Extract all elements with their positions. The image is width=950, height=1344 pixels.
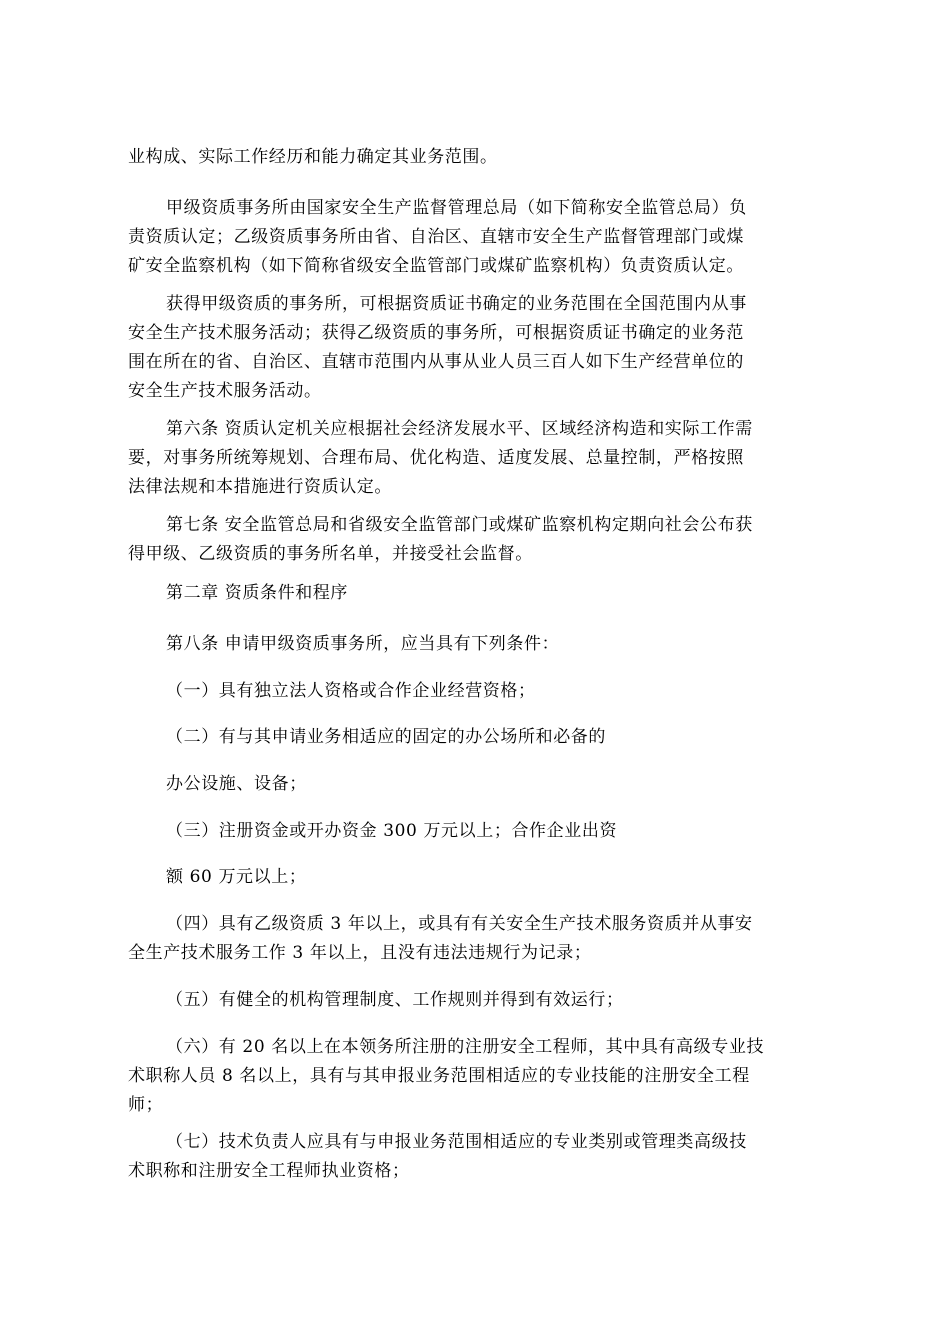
chapter-heading	[128, 579, 818, 608]
text-line: 围在所在的省、自治区、直辖市范围内从事从业人员三百人如下生产经营单位的	[128, 352, 744, 372]
text-line: 术职称人员 8 名以上，具有与其申报业务范围相适应的专业技能的注册安全工程	[128, 1066, 750, 1086]
list-item-6	[128, 1033, 818, 1120]
list-item-4	[128, 910, 818, 968]
text-line: 全生产技术服务工作 3 年以上，且没有违法违规行为记录；	[128, 943, 592, 963]
text-line: 安全生产技术服务活动；获得乙级资质的事务所，可根据资质证书确定的业务范	[128, 323, 744, 343]
text-line: 矿安全监察机构（如下简称省级安全监管部门或煤矿监察机构）负责资质认定。	[128, 256, 744, 276]
text-line: 第七条 安全监管总局和省级安全监管部门或煤矿监察机构定期向社会公布获	[166, 515, 753, 535]
list-item-1	[128, 677, 818, 706]
paragraph-article-8	[128, 630, 818, 659]
text-line: （四）具有乙级资质 3 年以上，或具有有关安全生产技术服务资质并从事安	[166, 914, 753, 934]
text-line: 要，对事务所统筹规划、合理布局、优化构造、适度发展、总量控制，严格按照	[128, 448, 744, 468]
paragraph-service-scope	[128, 290, 818, 406]
text-line: 获得甲级资质的事务所，可根据资质证书确定的业务范围在全国范围内从事	[166, 294, 747, 314]
text-line: （三）注册资金或开办资金 300 万元以上；合作企业出资	[166, 821, 618, 841]
list-item-2	[128, 723, 818, 752]
list-item-3	[128, 817, 818, 846]
text-line: 第二章 资质条件和程序	[166, 583, 349, 603]
list-item-2-continued	[128, 770, 818, 799]
text-line: 额 60 万元以上；	[166, 867, 307, 887]
text-line: 第六条 资质认定机关应根据社会经济发展水平、区域经济构造和实际工作需	[166, 419, 753, 439]
text-line: 安全生产技术服务活动。	[128, 381, 322, 401]
text-line: （一）具有独立法人资格或合作企业经营资格；	[166, 681, 536, 701]
list-item-7	[128, 1128, 818, 1186]
text-line: （二）有与其申请业务相适应的固定的办公场所和必备的	[166, 727, 606, 747]
text-line: （五）有健全的机构管理制度、工作规则并得到有效运行；	[166, 990, 624, 1010]
paragraph-article-7	[128, 511, 818, 569]
text-line: 法律法规和本措施进行资质认定。	[128, 477, 392, 497]
text-line: 师；	[128, 1095, 164, 1115]
paragraph-article-6	[128, 415, 818, 502]
list-item-5	[128, 986, 818, 1015]
text-line: 甲级资质事务所由国家安全生产监督管理总局（如下简称安全监管总局）负	[166, 198, 747, 218]
text-line: 得甲级、乙级资质的事务所名单，并接受社会监督。	[128, 544, 533, 564]
text-line: 业构成、实际工作经历和能力确定其业务范围。	[128, 147, 498, 167]
text-line: （七）技术负责人应具有与申报业务范围相适应的专业类别或管理类高级技	[166, 1132, 747, 1152]
text-line: 术职称和注册安全工程师执业资格；	[128, 1161, 410, 1181]
text-line: 办公设施、设备；	[166, 774, 307, 794]
text-line: （六）有 20 名以上在本领务所注册的注册安全工程师，其中具有高级专业技	[166, 1037, 765, 1057]
paragraph-continuation	[128, 143, 818, 172]
list-item-3-continued	[128, 863, 818, 892]
paragraph-qualification-authority	[128, 194, 818, 281]
text-line: 责资质认定；乙级资质事务所由省、自治区、直辖市安全生产监督管理部门或煤	[128, 227, 744, 247]
text-line: 第八条 申请甲级资质事务所，应当具有下列条件：	[166, 634, 560, 654]
